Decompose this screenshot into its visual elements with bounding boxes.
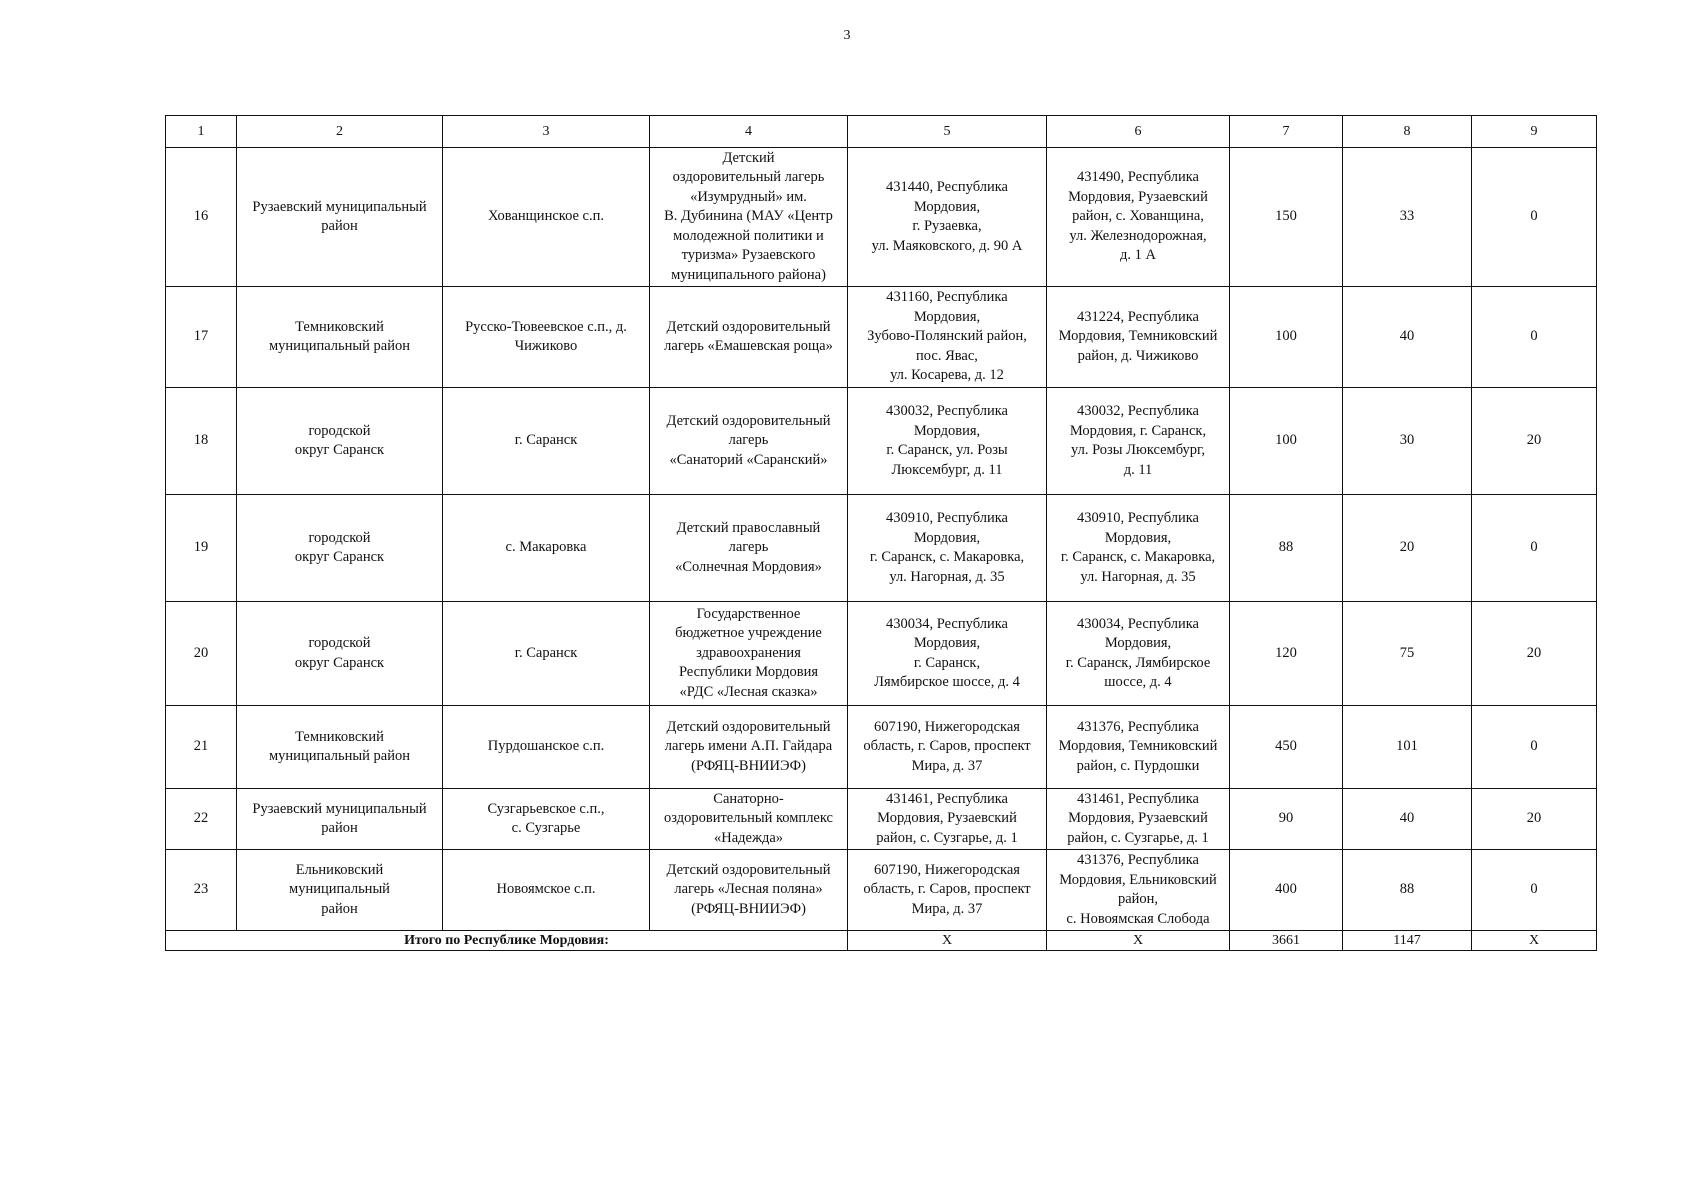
column-7-cell: 450 [1230,706,1343,789]
table-row [166,850,1597,931]
column-header: 6 [1047,116,1230,148]
column-header: 2 [237,116,443,148]
settlement-cell: Хованщинское с.п. [443,148,650,287]
column-9-cell: 20 [1472,602,1597,706]
column-9-cell: 0 [1472,706,1597,789]
legal-address-cell: 607190, Нижегородская область, г. Саров, проспект Мира, д. 37 [848,850,1047,931]
column-8-cell: 40 [1343,789,1472,850]
column-9-cell: 0 [1472,495,1597,602]
table-row [166,602,1597,706]
legal-address-cell: 430032, Республика Мордовия, г. Саранск, ул. Розы Люксембург, д. 11 [848,388,1047,495]
actual-address-cell: 430034, Республика Мордовия, г. Саранск, Лямбирское шоссе, д. 4 [1047,602,1230,706]
district-cell: городской округ Саранск [237,388,443,495]
camp-name-cell: Детский православный лагерь «Солнечная Мордовия» [650,495,848,602]
camp-name-cell: Детский оздоровительный лагерь «Лесная поляна» (РФЯЦ-ВНИИЭФ) [650,850,848,931]
column-8-cell: 30 [1343,388,1472,495]
column-9-cell: 20 [1472,789,1597,850]
district-cell: городской округ Саранск [237,495,443,602]
legal-address-cell: 431461, Республика Мордовия, Рузаевский район, с. Сузгарье, д. 1 [848,789,1047,850]
row-number: 23 [166,850,237,931]
total-column-5: Х [848,931,1047,951]
actual-address-cell: 431224, Республика Мордовия, Темниковский район, д. Чижиково [1047,287,1230,388]
camp-name-cell: Детский оздоровительный лагерь имени А.П. Гайдара (РФЯЦ-ВНИИЭФ) [650,706,848,789]
actual-address-cell: 430032, Республика Мордовия, г. Саранск, ул. Розы Люксембург, д. 11 [1047,388,1230,495]
settlement-cell: г. Саранск [443,388,650,495]
legal-address-cell: 431160, Республика Мордовия, Зубово-Полянский район, пос. Явас, ул. Косарева, д. 12 [848,287,1047,388]
column-header: 5 [848,116,1047,148]
table-row [166,148,1597,287]
column-9-cell: 0 [1472,287,1597,388]
column-8-cell: 75 [1343,602,1472,706]
column-header: 1 [166,116,237,148]
page-number: 3 [843,28,851,43]
total-row [166,931,1597,951]
district-cell: Ельниковский муниципальный район [237,850,443,931]
legal-address-cell: 607190, Нижегородская область, г. Саров, проспект Мира, д. 37 [848,706,1047,789]
column-header: 9 [1472,116,1597,148]
settlement-cell: Новоямское с.п. [443,850,650,931]
row-number: 18 [166,388,237,495]
settlement-cell: г. Саранск [443,602,650,706]
row-number: 21 [166,706,237,789]
actual-address-cell: 431461, Республика Мордовия, Рузаевский район, с. Сузгарье, д. 1 [1047,789,1230,850]
legal-address-cell: 430034, Республика Мордовия, г. Саранск, Лямбирское шоссе, д. 4 [848,602,1047,706]
total-column-9: Х [1472,931,1597,951]
actual-address-cell: 431376, Республика Мордовия, Темниковский район, с. Пурдошки [1047,706,1230,789]
total-label: Итого по Республике Мордовия: [166,931,848,951]
total-column-6: Х [1047,931,1230,951]
district-cell: городской округ Саранск [237,602,443,706]
camp-name-cell: Детский оздоровительный лагерь «Санаторий «Саранский» [650,388,848,495]
camp-name-cell: Детский оздоровительный лагерь «Изумрудный» им. В. Дубинина (МАУ «Центр молодежной политики и туризма» Рузаевского муниципального района) [650,148,848,287]
column-header: 3 [443,116,650,148]
camp-name-cell: Детский оздоровительный лагерь «Емашевская роща» [650,287,848,388]
camps-table [165,115,1597,951]
camp-name-cell: Государственное бюджетное учреждение здравоохранения Республики Мордовия «РДС «Лесная сказка» [650,602,848,706]
legal-address-cell: 430910, Республика Мордовия, г. Саранск, с. Макаровка, ул. Нагорная, д. 35 [848,495,1047,602]
row-number: 22 [166,789,237,850]
settlement-cell: Русско-Тювеевское с.п., д. Чижиково [443,287,650,388]
column-9-cell: 20 [1472,388,1597,495]
column-8-cell: 33 [1343,148,1472,287]
actual-address-cell: 431376, Республика Мордовия, Ельниковский район, с. Новоямская Слобода [1047,850,1230,931]
row-number: 19 [166,495,237,602]
legal-address-cell: 431440, Республика Мордовия, г. Рузаевка, ул. Маяковского, д. 90 А [848,148,1047,287]
column-header: 7 [1230,116,1343,148]
district-cell: Рузаевский муниципальный район [237,789,443,850]
column-7-cell: 150 [1230,148,1343,287]
column-7-cell: 100 [1230,287,1343,388]
table-row [166,706,1597,789]
row-number: 20 [166,602,237,706]
column-7-cell: 90 [1230,789,1343,850]
row-number: 17 [166,287,237,388]
actual-address-cell: 430910, Республика Мордовия, г. Саранск, с. Макаровка, ул. Нагорная, д. 35 [1047,495,1230,602]
table-row [166,287,1597,388]
column-9-cell: 0 [1472,148,1597,287]
table-row [166,495,1597,602]
column-header: 4 [650,116,848,148]
column-8-cell: 101 [1343,706,1472,789]
total-column-8: 1147 [1343,931,1472,951]
table-row [166,388,1597,495]
column-8-cell: 20 [1343,495,1472,602]
district-cell: Рузаевский муниципальный район [237,148,443,287]
column-9-cell: 0 [1472,850,1597,931]
settlement-cell: Сузгарьевское с.п., с. Сузгарье [443,789,650,850]
column-header: 8 [1343,116,1472,148]
actual-address-cell: 431490, Республика Мордовия, Рузаевский район, с. Хованщина, ул. Железнодорожная, д. 1 А [1047,148,1230,287]
column-7-cell: 120 [1230,602,1343,706]
column-8-cell: 40 [1343,287,1472,388]
table-row [166,789,1597,850]
column-7-cell: 100 [1230,388,1343,495]
district-cell: Темниковский муниципальный район [237,706,443,789]
row-number: 16 [166,148,237,287]
total-column-7: 3661 [1230,931,1343,951]
column-7-cell: 400 [1230,850,1343,931]
camp-name-cell: Санаторно- оздоровительный комплекс «Надежда» [650,789,848,850]
column-7-cell: 88 [1230,495,1343,602]
column-number-row [166,116,1597,148]
column-8-cell: 88 [1343,850,1472,931]
settlement-cell: с. Макаровка [443,495,650,602]
district-cell: Темниковский муниципальный район [237,287,443,388]
settlement-cell: Пурдошанское с.п. [443,706,650,789]
